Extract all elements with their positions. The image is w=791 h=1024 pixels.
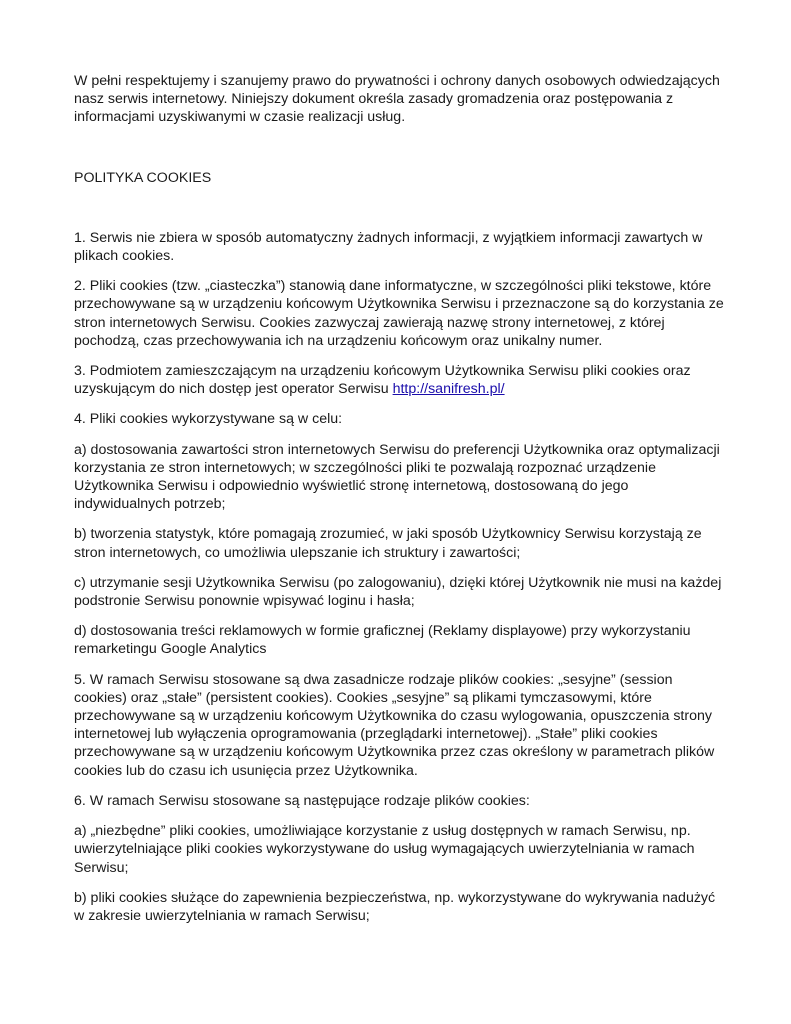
paragraph-3-text: 3. Podmiotem zamieszczającym na urządzeniu końcowym Użytkownika Serwisu pliki cookies oraz uzyskującym do nich dostęp jest operator Serwisu xyxy=(74,363,691,398)
paragraph-5: 5. W ramach Serwisu stosowane są dwa zasadnicze rodzaje plików cookies: „sesyjne” (session cookies) oraz „stałe” (persistent cookies). Cookies „sesyjne” są plikami tymczasowymi, które przechowywane są w urządzeniu końcowym Użytkownika do czasu wylogowania, opuszczenia strony internetowej lub wyłączenia oprogramowania (przeglądarki internetowej). „Stałe” pliki cookies przechowywane są w urządzeniu końcowym Użytkownika przez czas określony w parametrach plików cookies lub do czasu ich usunięcia przez Użytkownika. xyxy=(74,671,715,779)
paragraph-4b: b) tworzenia statystyk, które pomagają zrozumieć, w jaki sposób Użytkownicy Serwisu korzystają ze stron internetowych, co umożliwia ulepszanie ich struktury i zawartości; xyxy=(74,526,702,561)
operator-link[interactable]: http://sanifresh.pl/ xyxy=(392,381,505,398)
paragraph-4a: a) dostosowania zawartości stron internetowych Serwisu do preferencji Użytkownika oraz optymalizacji korzystania ze stron internetowych; w szczególności pliki te pozwalają rozpoznać urządzenie Użytkownika Serwisu i odpowiednio wyświetlić stronę internetową, dostosowaną do jego indywidualnych potrzeb; xyxy=(74,441,720,513)
paragraph-3 xyxy=(74,362,724,398)
paragraph-4: 4. Pliki cookies wykorzystywane są w celu: xyxy=(74,411,343,428)
paragraph-4c: c) utrzymanie sesji Użytkownika Serwisu (po zalogowaniu), dzięki której Użytkownik nie musi na każdej podstronie Serwisu ponownie wpisywać loginu i hasła; xyxy=(74,574,722,610)
document-body xyxy=(74,72,724,937)
paragraph-6b: b) pliki cookies służące do zapewnienia bezpieczeństwa, np. wykorzystywane do wykrywania nadużyć w zakresie uwierzytelniania w ramach Serwisu; xyxy=(74,889,716,924)
section-heading: POLITYKA COOKIES xyxy=(74,169,212,186)
paragraph-6: 6. W ramach Serwisu stosowane są następujące rodzaje plików cookies: xyxy=(74,792,530,809)
intro-paragraph: W pełni respektujemy i szanujemy prawo do prywatności i ochrony danych osobowych odwiedzających nasz serwis internetowy. Niniejszy dokument określa zasady gromadzenia oraz postępowania z informacjami uzyskiwanymi w czasie realizacji usług. xyxy=(74,73,720,126)
paragraph-1: 1. Serwis nie zbiera w sposób automatyczny żadnych informacji, z wyjątkiem informacji zawartych w plikach cookies. xyxy=(74,229,703,265)
paragraph-6a: a) „niezbędne” pliki cookies, umożliwiające korzystanie z usług dostępnych w ramach Serwisu, np. uwierzytelniające pliki cookies wykorzystywane do usług wymagających uwierzytelniania w ramach Serwisu; xyxy=(74,823,695,876)
paragraph-2: 2. Pliki cookies (tzw. „ciasteczka”) stanowią dane informatyczne, w szczególności pliki tekstowe, które przechowywane są w urządzeniu końcowym Użytkownika Serwisu i przeznaczone są do korzystania ze stron internetowych Serwisu. Cookies zazwyczaj zawierają nazwę strony internetowej, z której pochodzą, czas przechowywania ich na urządzeniu końcowym oraz unikalny numer. xyxy=(74,278,724,349)
paragraph-4d: d) dostosowania treści reklamowych w formie graficznej (Reklamy displayowe) przy wykorzystaniu remarketingu Google Analytics xyxy=(74,623,691,658)
